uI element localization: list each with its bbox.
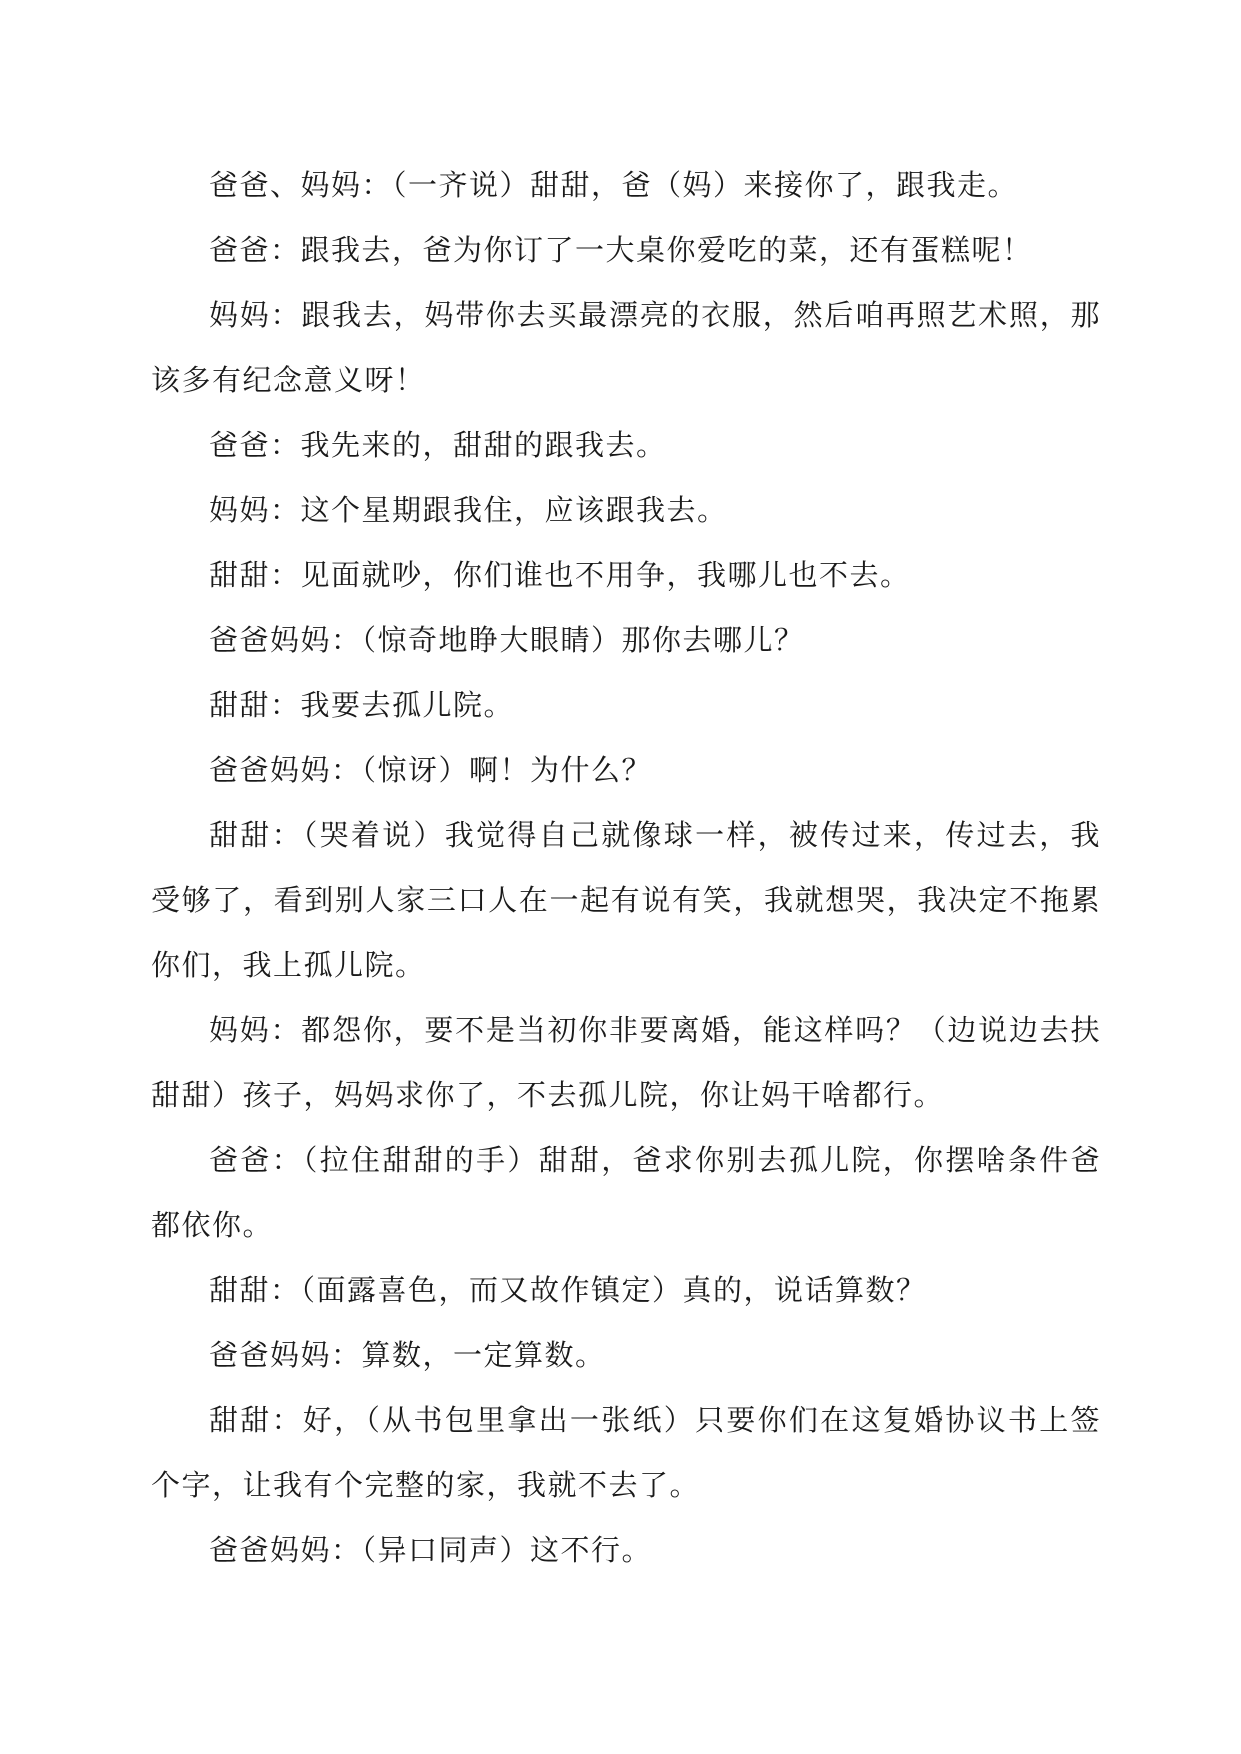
- dialogue-line: 爸爸：（拉住甜甜的手）甜甜，爸求你别去孤儿院，你摆啥条件爸都依你。: [151, 1143, 1101, 1242]
- dialogue-line: 妈妈：都怨你，要不是当初你非要离婚，能这样吗？（边说边去扶甜甜）孩子，妈妈求你了，不去孤儿院，你让妈干啥都行。: [151, 1013, 1101, 1112]
- dialogue-line: 爸爸妈妈：（异口同声）这不行。: [209, 1533, 653, 1567]
- dialogue-body: [151, 153, 1101, 1583]
- dialogue-line: 爸爸妈妈：（惊讶）啊！为什么？: [209, 753, 653, 787]
- dialogue-line: 甜甜：（哭着说）我觉得自己就像球一样，被传过来，传过去，我受够了，看到别人家三口人在一起有说有笑，我就想哭，我决定不拖累你们，我上孤儿院。: [151, 818, 1101, 982]
- dialogue-line: 妈妈：这个星期跟我住，应该跟我去。: [209, 493, 728, 527]
- dialogue-line: 爸爸：我先来的，甜甜的跟我去。: [209, 428, 667, 462]
- dialogue-line: 甜甜：好，（从书包里拿出一张纸）只要你们在这复婚协议书上签个字，让我有个完整的家，我就不去了。: [151, 1403, 1101, 1502]
- dialogue-line: 爸爸妈妈：（惊奇地睁大眼睛）那你去哪儿？: [209, 623, 805, 657]
- dialogue-line: 爸爸、妈妈：（一齐说）甜甜，爸（妈）来接你了，跟我走。: [209, 168, 1019, 202]
- dialogue-line: 甜甜：（面露喜色，而又故作镇定）真的，说话算数？: [209, 1273, 927, 1307]
- dialogue-line: 甜甜：我要去孤儿院。: [209, 688, 515, 722]
- dialogue-line: 甜甜：见面就吵，你们谁也不用争，我哪儿也不去。: [209, 558, 911, 592]
- dialogue-line: 妈妈：跟我去，妈带你去买最漂亮的衣服，然后咱再照艺术照，那该多有纪念意义呀！: [151, 298, 1101, 397]
- dialogue-line: 爸爸妈妈：算数，一定算数。: [209, 1338, 606, 1372]
- dialogue-line: 爸爸：跟我去，爸为你订了一大桌你爱吃的菜，还有蛋糕呢！: [209, 233, 1033, 267]
